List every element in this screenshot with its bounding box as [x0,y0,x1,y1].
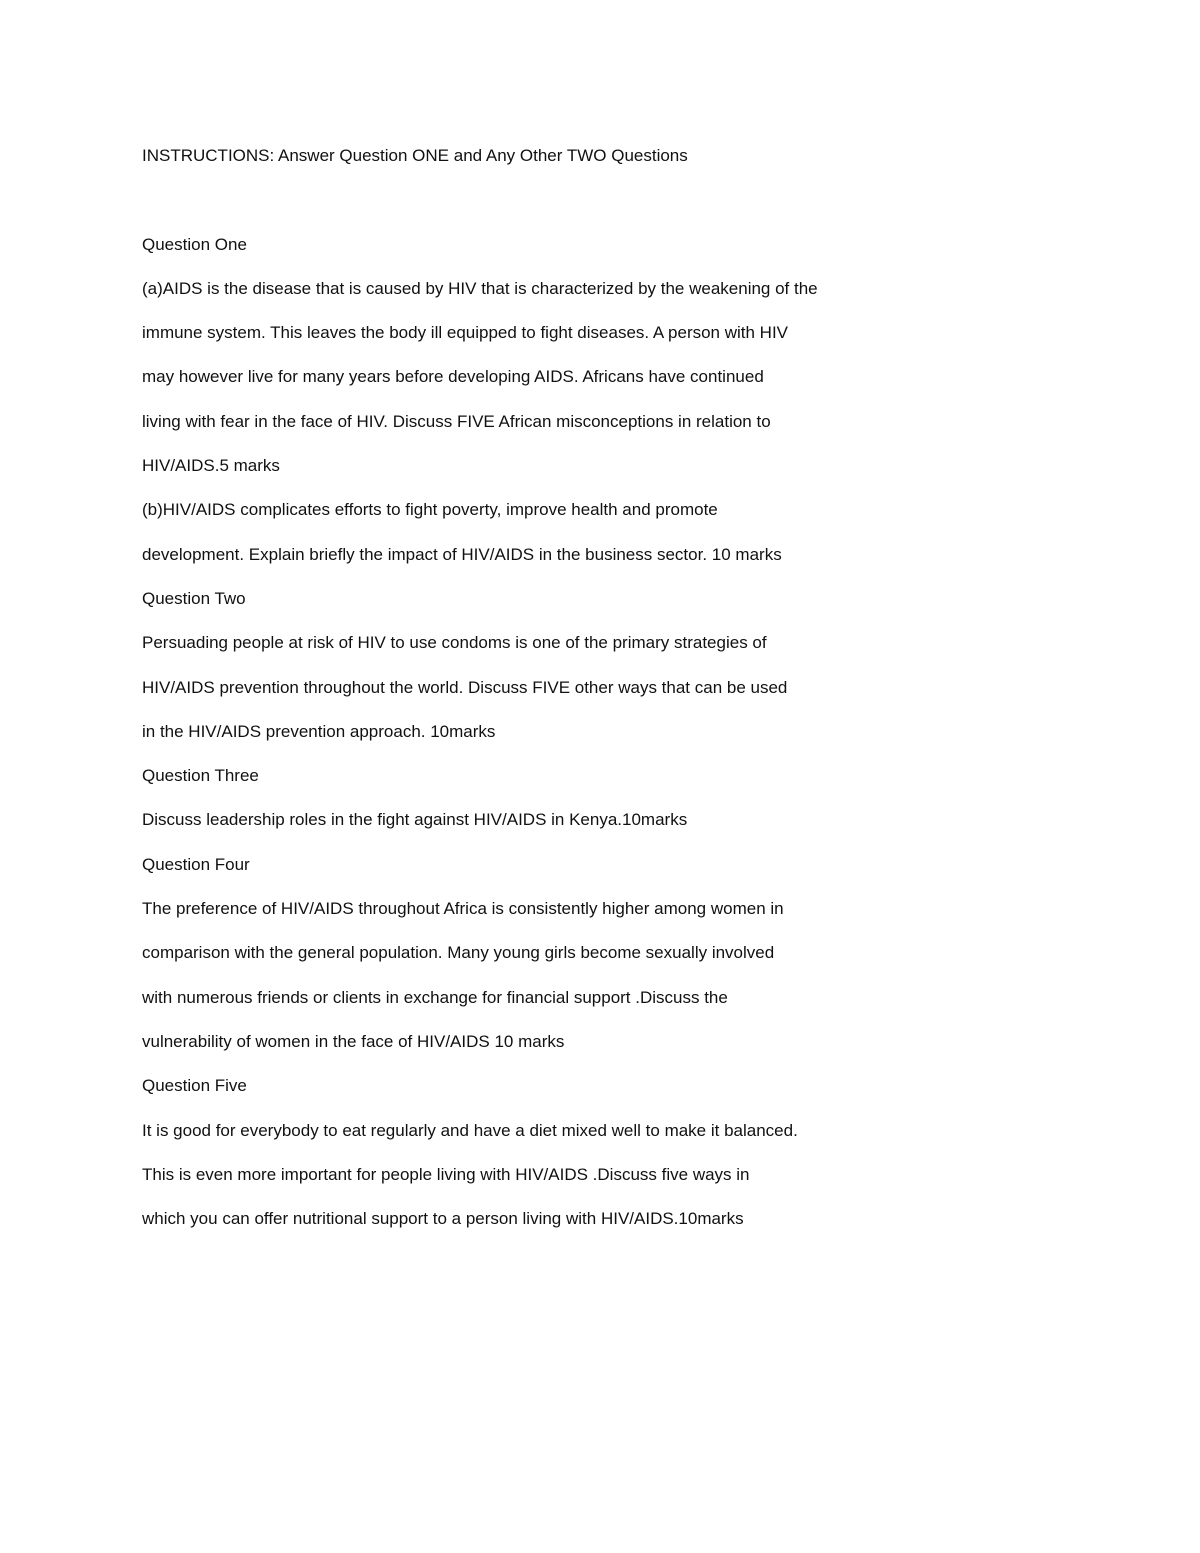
question-one-line: (a)AIDS is the disease that is caused by HIV that is characterized by the weakening of the [142,278,818,298]
question-four-line: comparison with the general population. Many young girls become sexually involved [142,943,775,963]
question-one-line: immune system. This leaves the body ill equipped to fight diseases. A person with HIV [142,323,789,343]
question-one-line: living with fear in the face of HIV. Discuss FIVE African misconceptions in relation to [142,411,771,431]
question-one-line: (b)HIV/AIDS complicates efforts to fight poverty, improve health and promote [142,500,718,520]
question-five-line: It is good for everybody to eat regularly and have a diet mixed well to make it balanced. [142,1120,798,1140]
question-one-line: HIV/AIDS.5 marks [142,456,280,476]
question-five-line: which you can offer nutritional support to a person living with HIV/AIDS.10marks [142,1209,744,1229]
question-two-line: Persuading people at risk of HIV to use condoms is one of the primary strategies of [142,633,767,653]
question-four-line: The preference of HIV/AIDS throughout Africa is consistently higher among women in [142,899,784,919]
question-five-heading: Question Five [142,1076,247,1096]
blank-line [142,184,942,228]
question-two-heading: Question Two [142,588,246,608]
exam-text [142,140,942,1247]
question-four-heading: Question Four [142,854,250,874]
question-two-line: in the HIV/AIDS prevention approach. 10marks [142,721,496,741]
question-four-line: vulnerability of women in the face of HIV/AIDS 10 marks [142,1031,565,1051]
question-one-line: development. Explain briefly the impact of HIV/AIDS in the business sector. 10 marks [142,544,782,564]
question-five-line: This is even more important for people living with HIV/AIDS .Discuss five ways in [142,1164,750,1184]
question-three-heading: Question Three [142,766,259,786]
instructions-line: INSTRUCTIONS: Answer Question ONE and Any Other TWO Questions [142,146,688,165]
question-one-line: may however live for many years before developing AIDS. Africans have continued [142,367,764,387]
question-four-line: with numerous friends or clients in exchange for financial support .Discuss the [142,987,728,1007]
question-three-line: Discuss leadership roles in the fight against HIV/AIDS in Kenya.10marks [142,810,688,830]
question-two-line: HIV/AIDS prevention throughout the world. Discuss FIVE other ways that can be used [142,677,788,697]
question-one-heading: Question One [142,234,247,254]
